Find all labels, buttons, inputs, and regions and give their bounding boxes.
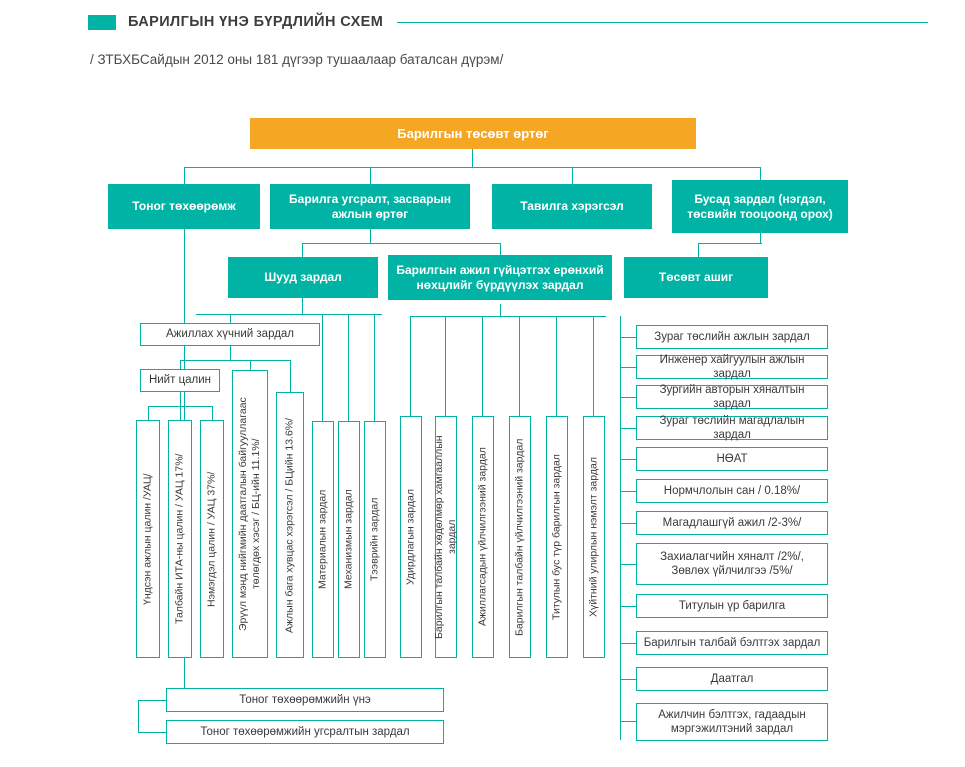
page-header xyxy=(88,14,928,30)
connector xyxy=(620,367,636,368)
node-general-item: Ажиллагсадын үйлчилгээний зардал xyxy=(472,416,494,658)
connector xyxy=(620,606,636,607)
node-other-cost-item: НӨАТ xyxy=(636,447,828,471)
node-budget-profit: Төсөвт ашиг xyxy=(624,257,768,298)
connector xyxy=(230,314,231,323)
connector xyxy=(184,167,760,168)
header-accent-mark xyxy=(88,15,116,30)
node-salary-item: Нэмэгдэл цалин / УАЦ 37%/ xyxy=(200,420,224,658)
node-other-cost-item: Захиалагчийн хяналт /2%/, Зөвлөх үйлчилгээ /5%/ xyxy=(636,543,828,585)
node-other-cost-item: Нормчлолын сан / 0.18%/ xyxy=(636,479,828,503)
connector xyxy=(620,459,636,460)
node-other-cost-item: Инженер хайгуулын ажлын зардал xyxy=(636,355,828,379)
connector xyxy=(620,679,636,680)
node-furniture: Тавилга хэрэгсэл xyxy=(492,184,652,229)
node-material-cost: Материалын зардал xyxy=(312,421,334,658)
connector xyxy=(620,337,636,338)
connector xyxy=(348,314,349,421)
node-salary-item: Үндсэн ажлын цалин /УАЦ/ xyxy=(136,420,160,658)
page-title: БАРИЛГЫН ҮНЭ БҮРДЛИЙН СХЕМ xyxy=(128,14,384,30)
connector xyxy=(138,732,166,733)
connector xyxy=(302,298,303,314)
connector xyxy=(500,304,501,316)
node-total-salary: Нийт цалин xyxy=(140,369,220,392)
node-other-cost-item: Ажилчин бэлтгэх, гадаадын мэргэжилтэний зардал xyxy=(636,703,828,741)
node-general-item: Барилгын талбайн хөдөлмөр хамгааллын зардал xyxy=(435,416,457,658)
connector xyxy=(148,406,149,420)
connector xyxy=(620,523,636,524)
connector xyxy=(180,360,290,361)
connector xyxy=(374,314,375,421)
connector xyxy=(620,721,636,722)
node-equipment-price: Тоног төхөөрөмжийн үнэ xyxy=(166,688,444,712)
node-direct-costs: Шууд зардал xyxy=(228,257,378,298)
node-general-item: Хүйтний улирлын нэмэлт зардал xyxy=(583,416,605,658)
connector xyxy=(180,392,181,406)
connector xyxy=(410,316,606,317)
node-general-conditions: Барилгын ажил гүйцэтгэх ерөнхий нөхцлийг бүрдүүлэх зардал xyxy=(388,255,612,300)
connector xyxy=(572,167,573,184)
connector xyxy=(230,346,231,360)
connector xyxy=(620,428,636,429)
node-other-cost-item: Даатгал xyxy=(636,667,828,691)
connector xyxy=(620,316,621,740)
node-other-cost-item: Зураг төслийн ажлын зардал xyxy=(636,325,828,349)
connector xyxy=(212,406,213,420)
node-equipment-install-cost: Тоног төхөөрөмжийн угсралтын зардал xyxy=(166,720,444,744)
node-transport-cost: Тээврийн зардал xyxy=(364,421,386,658)
connector xyxy=(519,316,520,416)
connector xyxy=(184,167,185,184)
connector xyxy=(593,316,594,416)
node-mechanism-cost: Механизмын зардал xyxy=(338,421,360,658)
node-salary-item: Эрүүл мэнд нийгмийн даатгалын байгууллагаас төлөгдөх хэсэг / БЦ-ийн 11.1%/ xyxy=(232,370,268,658)
node-salary-item: Талбайн ИТА-ны цалин / УАЦ 17%/ xyxy=(168,420,192,658)
page-subtitle: / ЗТБХБСайдын 2012 оны 181 дүгээр тушаалаар баталсан дүрэм/ xyxy=(90,52,504,67)
connector xyxy=(370,229,371,243)
connector xyxy=(302,243,303,257)
node-general-item: Барилгын талбайн үйлчилгээний зардал xyxy=(509,416,531,658)
connector xyxy=(322,314,323,421)
connector xyxy=(410,316,411,416)
connector xyxy=(482,316,483,416)
connector xyxy=(620,564,636,565)
node-other-cost-item: Титулын үр барилга xyxy=(636,594,828,618)
header-divider xyxy=(397,22,928,23)
connector xyxy=(180,406,181,420)
node-other-cost-item: Зургийн авторын хяналтын зардал xyxy=(636,385,828,409)
node-salary-item: Ажлын бага хувцас хэрэгсэл / БЦийн 13.6%/ xyxy=(276,392,304,658)
node-equipment: Тоног төхөөрөмж xyxy=(108,184,260,229)
root-node-budget-cost: Барилгын төсөвт өртөг xyxy=(250,118,696,149)
connector xyxy=(180,360,181,369)
node-construction-works: Барилга угсралт, засварын ажлын өртөг xyxy=(270,184,470,229)
node-other-cost-item: Барилгын талбай бэлтгэх зардал xyxy=(636,631,828,655)
connector xyxy=(196,314,382,315)
connector xyxy=(472,149,473,167)
connector xyxy=(302,243,500,244)
connector xyxy=(620,397,636,398)
node-other-cost-item: Зураг төслийн магадлалын зардал xyxy=(636,416,828,440)
connector xyxy=(620,643,636,644)
node-general-item: Титулын бус түр барилгын зардал xyxy=(546,416,568,658)
node-other-costs: Бусад зардал (нэгдэл, төсвийн тооцоонд орох) xyxy=(672,180,848,233)
connector xyxy=(698,243,699,257)
connector xyxy=(620,491,636,492)
connector xyxy=(556,316,557,416)
node-labour-costs: Ажиллах хүчний зардал xyxy=(140,323,320,346)
connector xyxy=(138,700,139,732)
connector xyxy=(698,243,762,244)
node-other-cost-item: Магадлашгүй ажил /2-3%/ xyxy=(636,511,828,535)
connector xyxy=(370,167,371,184)
connector xyxy=(445,316,446,416)
node-general-item: Удирдлагын зардал xyxy=(400,416,422,658)
